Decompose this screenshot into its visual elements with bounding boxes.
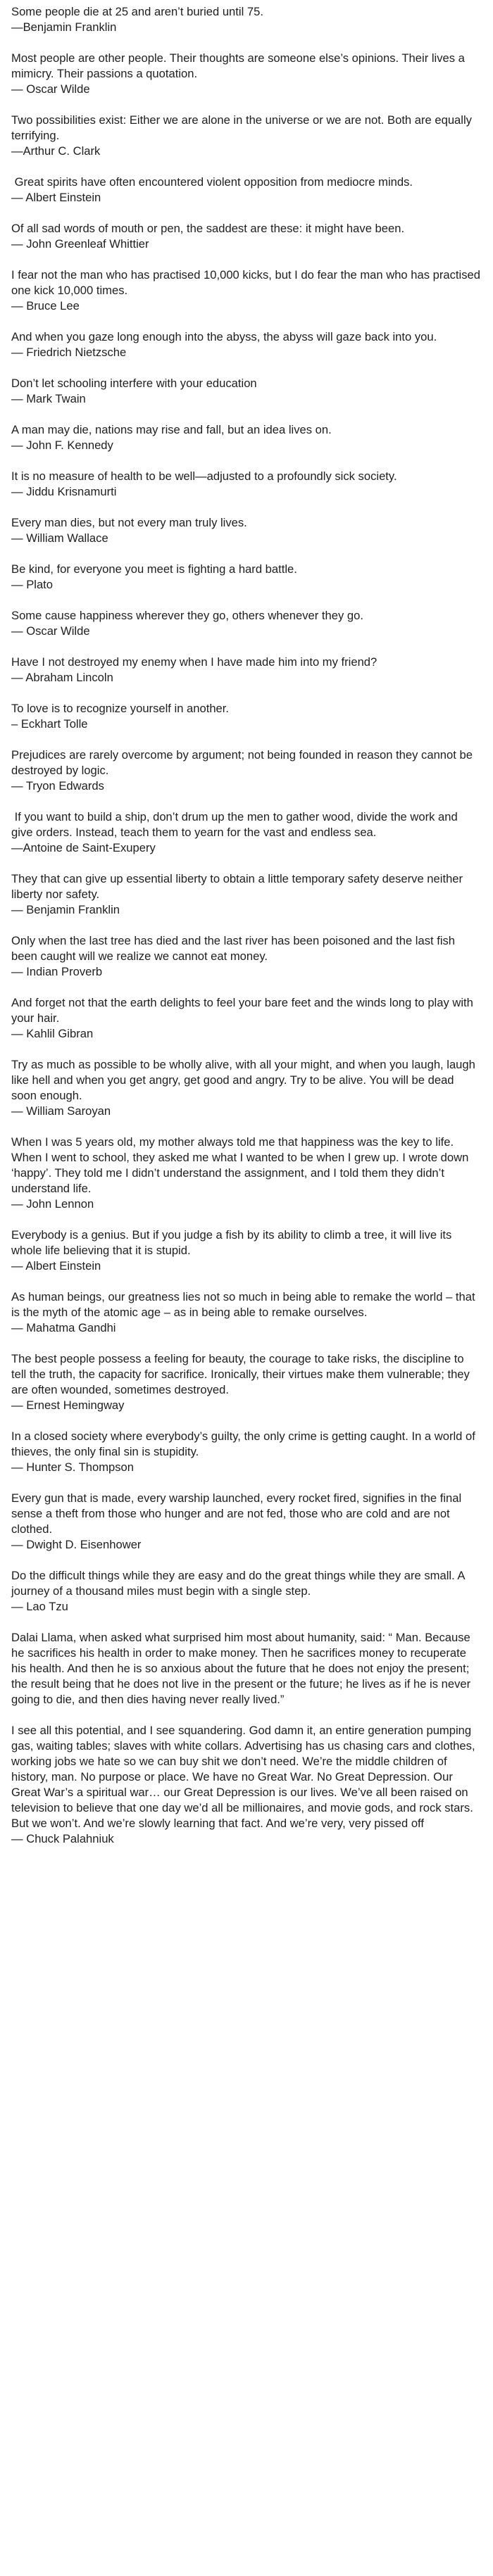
quote-text: If you want to build a ship, don’t drum up the men to gather wood, divide the work and give orders. Instead, teach them to yearn for the vast and endless sea. (11, 810, 461, 839)
quote-author: —Arthur C. Clark (11, 144, 101, 158)
quote-author: — Lao Tzu (11, 1600, 68, 1613)
quote-block (11, 113, 482, 159)
quote-author: — Indian Proverb (11, 965, 103, 978)
quote-author: — Plato (11, 578, 54, 591)
quote-author: — Oscar Wilde (11, 82, 90, 96)
quote-block (11, 1723, 482, 1847)
quote-text: Most people are other people. Their thoughts are someone else’s opinions. Their lives a mimicry. Their passions a quotation. (11, 51, 468, 80)
quote-author: — Hunter S. Thompson (11, 1460, 135, 1474)
quote-author: – Eckhart Tolle (11, 717, 88, 731)
quote-block (11, 701, 482, 732)
quote-block (11, 871, 482, 918)
quote-text: As human beings, our greatness lies not so much in being able to remake the world – that is the myth of the atomic age – as in being able to remake ourselves. (11, 1290, 479, 1319)
quote-block (11, 329, 482, 360)
quote-author: — Oscar Wilde (11, 624, 90, 638)
quote-author: — Benjamin Franklin (11, 903, 120, 916)
quote-author: — Bruce Lee (11, 299, 80, 312)
quote-text: Try as much as possible to be wholly alive, with all your might, and when you laugh, laugh like hell and when you get angry, get good and angry. Try to be alive. You will be dead soon enough. (11, 1058, 479, 1102)
quote-text: To love is to recognize yourself in another. (11, 702, 230, 715)
quote-block (11, 515, 482, 546)
quote-block (11, 175, 482, 206)
quote-text: I see all this potential, and I see squandering. God damn it, an entire generation pumping gas, waiting tables; slaves with white collars. Advertising has us chasing cars and clothes, working jobs we hate so we can buy shit we don’t need. We’re the middle children of history, man. No purpose or place. We have no Great War. No Great Depression. Our Great War’s a spiritual war… our Great Depression is our lives. We’ve all been raised on television to believe that one day we’d all be millionaires, and movie gods, and rock stars. But we won’t. And we’re slowly learning that fact. And we’re very, very pissed off (11, 1724, 479, 1830)
quote-text: Every gun that is made, every warship launched, every rocket fired, signifies in the final sense a theft from those who hunger and are not fed, those who are cold and are not clothed. (11, 1491, 465, 1536)
quote-block (11, 1057, 482, 1119)
quote-block (11, 809, 482, 856)
quote-text: A man may die, nations may rise and fall, but an idea lives on. (11, 423, 332, 436)
quote-block (11, 422, 482, 453)
quote-text: The best people possess a feeling for beauty, the courage to take risks, the discipline to tell the truth, the capacity for sacrifice. Ironically, their virtues make them vulnerable; they are often wounded, sometimes destroyed. (11, 1352, 473, 1396)
quote-block (11, 1135, 482, 1212)
quote-author: — William Wallace (11, 531, 108, 545)
quote-block (11, 655, 482, 686)
quote-text: Prejudices are rarely overcome by argument; not being founded in reason they cannot be destroyed by logic. (11, 748, 476, 777)
quote-text: Some cause happiness wherever they go, others whenever they go. (11, 609, 363, 622)
quote-text: Every man dies, but not every man truly lives. (11, 516, 247, 529)
quote-block (11, 51, 482, 97)
quote-block (11, 1289, 482, 1336)
quote-author: — Albert Einstein (11, 1259, 101, 1273)
quote-text: Do the difficult things while they are easy and do the great things while they are small. A journey of a thousand miles must begin with a single step. (11, 1569, 468, 1598)
quote-block (11, 995, 482, 1042)
quote-text: Only when the last tree has died and the last river has been poisoned and the last fish been caught will we realize we cannot eat money. (11, 934, 458, 963)
quote-text: In a closed society where everybody’s guilty, the only crime is getting caught. In a world of thieves, the only final sin is stupidity. (11, 1429, 479, 1458)
quote-text: Great spirits have often encountered violent opposition from mediocre minds. (11, 175, 413, 189)
quote-block (11, 1630, 482, 1707)
quote-block (11, 1227, 482, 1274)
quote-text: Don’t let schooling interfere with your education (11, 377, 257, 390)
quote-text: And when you gaze long enough into the abyss, the abyss will gaze back into you. (11, 330, 437, 343)
quote-author: — Kahlil Gibran (11, 1027, 94, 1040)
quote-author: — John F. Kennedy (11, 438, 113, 452)
quote-text: Be kind, for everyone you meet is fighting a hard battle. (11, 562, 297, 576)
quote-block (11, 747, 482, 794)
quote-text: Have I not destroyed my enemy when I have made him into my friend? (11, 655, 377, 669)
quote-block (11, 933, 482, 980)
quote-block (11, 562, 482, 593)
quote-author: —Antoine de Saint-Exupery (11, 841, 156, 854)
quote-author: — Ernest Hemingway (11, 1399, 125, 1412)
quote-block (11, 1491, 482, 1553)
quote-block (11, 469, 482, 500)
quote-block (11, 608, 482, 639)
quote-author: — William Saroyan (11, 1104, 111, 1118)
quote-text: And forget not that the earth delights to feel your bare feet and the winds long to play with your hair. (11, 996, 477, 1025)
quote-author: — John Lennon (11, 1197, 94, 1211)
quote-author: —Benjamin Franklin (11, 20, 117, 34)
quote-author: — Mahatma Gandhi (11, 1321, 116, 1334)
quote-text: It is no measure of health to be well—adjusted to a profoundly sick society. (11, 469, 397, 483)
quote-block (11, 1568, 482, 1615)
quote-block (11, 1351, 482, 1413)
quote-block (11, 221, 482, 252)
quote-author: — Albert Einstein (11, 191, 101, 204)
quote-text: Dalai Llama, when asked what surprised him most about humanity, said: “ Man. Because he sacrifices his health in order to make money. Then he sacrifices money to recuperate his health. And then he is so anxious about the future that he does not enjoy the present; the result being that he does not live in the present or the future; he lives as if he is never going to die, and then dies having never really lived.” (11, 1631, 474, 1706)
quote-author: — Dwight D. Eisenhower (11, 1538, 142, 1551)
quote-text: They that can give up essential liberty to obtain a little temporary safety deserve neither liberty nor safety. (11, 872, 466, 901)
quote-author: — Abraham Lincoln (11, 671, 113, 684)
quote-block (11, 4, 482, 35)
quote-author: — Jiddu Krisnamurti (11, 485, 117, 498)
quote-text: I fear not the man who has practised 10,000 kicks, but I do fear the man who has practised one kick 10,000 times. (11, 268, 484, 297)
quote-text: Of all sad words of mouth or pen, the saddest are these: it might have been. (11, 222, 405, 235)
quote-block (11, 376, 482, 407)
quote-text: Everybody is a genius. But if you judge a fish by its ability to climb a tree, it will live its whole life believing that it is stupid. (11, 1228, 455, 1257)
quote-block (11, 1429, 482, 1475)
quote-author: — Tryon Edwards (11, 779, 104, 793)
quote-author: — Friedrich Nietzsche (11, 346, 127, 359)
quote-text: Two possibilities exist: Either we are alone in the universe or we are not. Both are equally terrifying. (11, 113, 475, 142)
quote-author: — Mark Twain (11, 392, 86, 405)
quote-text: When I was 5 years old, my mother always told me that happiness was the key to life. When I went to school, they asked me what I wanted to be when I grew up. I wrote down ‘happy’. They told me I didn’t understand the assignment, and I told them they didn’t understand life. (11, 1135, 472, 1195)
quote-author: — Chuck Palahniuk (11, 1832, 114, 1845)
quote-text: Some people die at 25 and aren’t buried until 75. (11, 5, 263, 18)
quote-block (11, 267, 482, 314)
quote-author: — John Greenleaf Whittier (11, 237, 149, 251)
